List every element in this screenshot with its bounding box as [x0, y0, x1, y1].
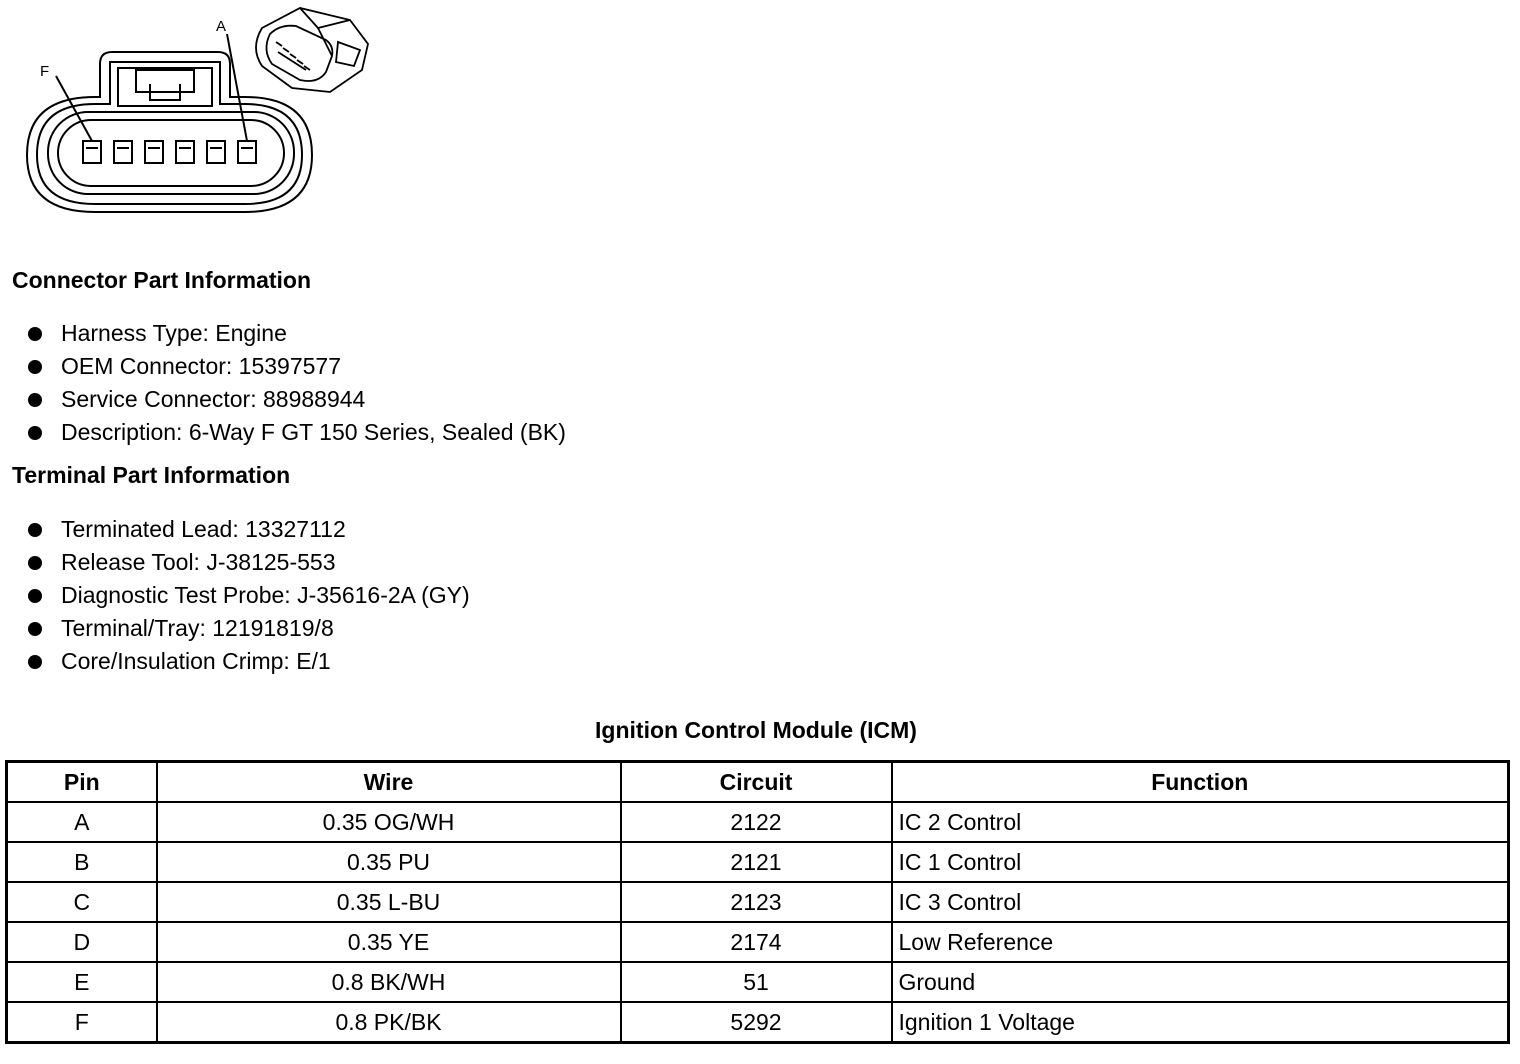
wire-cell: 0.35 YE	[157, 922, 621, 962]
list-item-text: Service Connector: 88988944	[61, 386, 366, 412]
function-cell: Ignition 1 Voltage	[892, 1002, 1509, 1043]
leader-line-f	[56, 76, 92, 141]
connector-part-info-heading: Connector Part Information	[12, 267, 312, 293]
function-cell: IC 3 Control	[892, 882, 1509, 922]
pin-table-title: Ignition Control Module (ICM)	[595, 717, 917, 743]
terminal-cavity	[83, 141, 101, 163]
circuit-cell: 2123	[621, 882, 892, 922]
list-item	[28, 645, 470, 678]
circuit-cell: 51	[621, 962, 892, 1002]
column-header-wire: Wire	[157, 762, 621, 803]
pin-cell: A	[7, 802, 157, 842]
wire-cell: 0.35 PU	[157, 842, 621, 882]
bullet-icon	[28, 327, 42, 341]
list-item-text: Terminated Lead: 13327112	[61, 516, 346, 542]
column-header-function: Function	[892, 762, 1509, 803]
wire-cell: 0.8 BK/WH	[157, 962, 621, 1002]
function-cell: IC 1 Control	[892, 842, 1509, 882]
table-row	[7, 842, 1509, 882]
function-cell: Low Reference	[892, 922, 1509, 962]
list-item	[28, 579, 470, 612]
terminal-part-info-list	[28, 513, 470, 678]
terminal-cavity	[238, 141, 256, 163]
terminal-cavity	[207, 141, 225, 163]
circuit-cell: 5292	[621, 1002, 892, 1043]
bullet-icon	[28, 655, 42, 669]
list-item-text: Core/Insulation Crimp: E/1	[61, 648, 331, 674]
pin-cell: E	[7, 962, 157, 1002]
table-row	[7, 882, 1509, 922]
terminal-cavities	[83, 141, 256, 163]
list-item-text: Terminal/Tray: 12191819/8	[61, 615, 334, 641]
wire-cell: 0.8 PK/BK	[157, 1002, 621, 1043]
terminal-cavity	[145, 141, 163, 163]
connector-part-info-list	[28, 317, 566, 449]
column-header-pin: Pin	[7, 762, 157, 803]
circuit-cell: 2122	[621, 802, 892, 842]
list-item	[28, 350, 566, 383]
bullet-icon	[28, 523, 42, 537]
circuit-cell: 2121	[621, 842, 892, 882]
wire-cell: 0.35 OG/WH	[157, 802, 621, 842]
list-item-text: Diagnostic Test Probe: J-35616-2A (GY)	[61, 582, 470, 608]
connector-isometric-view	[256, 8, 368, 92]
pin-label-a: A	[216, 18, 227, 35]
function-cell: Ground	[892, 962, 1509, 1002]
bullet-icon	[28, 622, 42, 636]
bullet-icon	[28, 360, 42, 374]
terminal-part-info-heading: Terminal Part Information	[12, 462, 291, 488]
list-item-text: OEM Connector: 15397577	[61, 353, 342, 379]
latch-inner	[136, 70, 194, 92]
terminal-cavity	[176, 141, 194, 163]
table-row	[7, 1002, 1509, 1043]
pin-label-f: F	[40, 63, 50, 80]
table-row	[7, 962, 1509, 1002]
pin-cell: B	[7, 842, 157, 882]
list-item	[28, 612, 470, 645]
cavity-area-outer	[48, 112, 294, 194]
cavity-area-inner	[58, 120, 284, 186]
pin-cell: C	[7, 882, 157, 922]
list-item	[28, 546, 470, 579]
terminal-cavity	[114, 141, 132, 163]
pin-cell: D	[7, 922, 157, 962]
connector-body-outline	[27, 52, 312, 212]
connector-face-diagram	[0, 0, 400, 230]
bullet-icon	[28, 393, 42, 407]
list-item-text: Description: 6-Way F GT 150 Series, Sealed (BK)	[61, 419, 566, 445]
circuit-cell: 2174	[621, 922, 892, 962]
list-item-text: Harness Type: Engine	[61, 320, 287, 346]
list-item	[28, 383, 566, 416]
bullet-icon	[28, 426, 42, 440]
bullet-icon	[28, 556, 42, 570]
pin-cell: F	[7, 1002, 157, 1043]
bullet-icon	[28, 589, 42, 603]
list-item-text: Release Tool: J-38125-553	[61, 549, 336, 575]
pinout-table	[5, 760, 1510, 1044]
table-row	[7, 802, 1509, 842]
table-header-row	[7, 762, 1509, 803]
list-item	[28, 317, 566, 350]
column-header-circuit: Circuit	[621, 762, 892, 803]
wire-cell: 0.35 L-BU	[157, 882, 621, 922]
function-cell: IC 2 Control	[892, 802, 1509, 842]
table-row	[7, 922, 1509, 962]
list-item	[28, 416, 566, 449]
list-item	[28, 513, 470, 546]
